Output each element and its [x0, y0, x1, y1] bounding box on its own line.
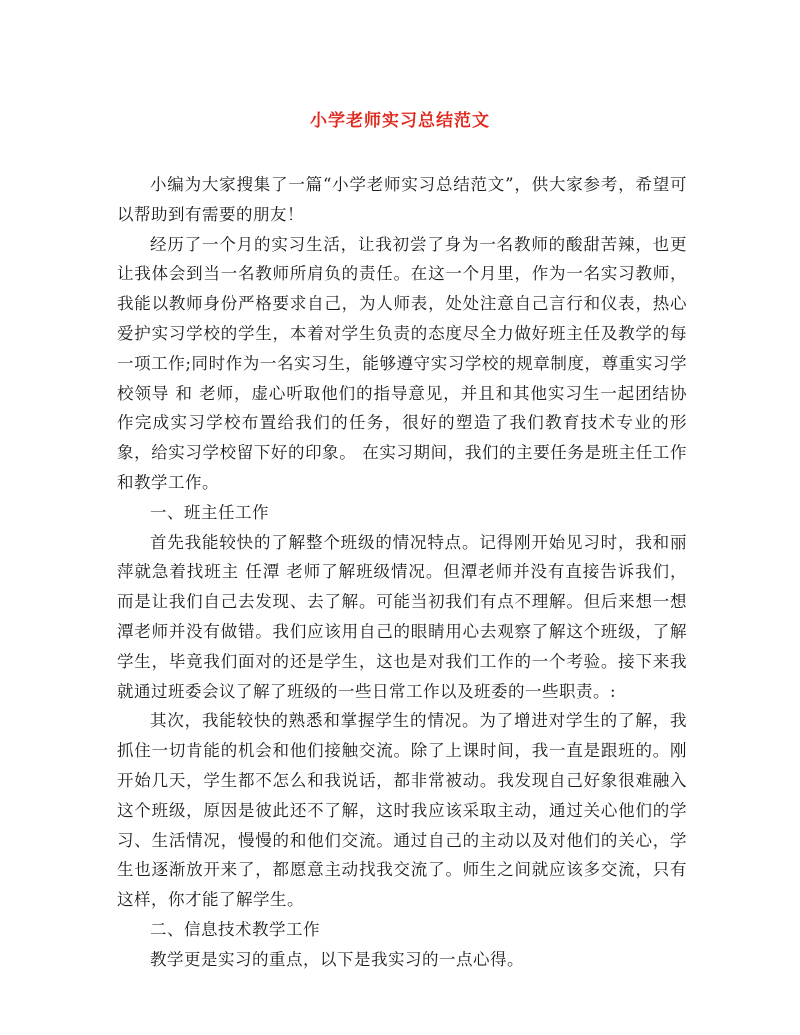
intro-paragraph: 小编为大家搜集了一篇“小学老师实习总结范文”，供大家参考，希望可以帮助到有需要的朋友！ — [117, 175, 687, 224]
overview-paragraph: 经历了一个月的实习生活，让我初尝了身为一名教师的酸甜苦辣，也更让我体会到当一名教师所肩负的责任。在这一个月里，作为一名实习教师，我能以教师身份严格要求自己，为人师表，处处注意自己言行和仪表，热心爱护实习学校的学生，本着对学生负责的态度尽全力做好班主任及教学的每一项工作;同时作为一名实习生，能够遵守实习学校的规章制度，尊重实习学校领导 和 老师，虚心听取他们的指导意见，并且和其他实习生一起团结协作完成实习学校布置给我们的任务，很好的塑造了我们教育技术专业的形象，给实习学校留下好的印象。 在实习期间，我们的主要任务是班主任工作和教学工作。 — [117, 234, 687, 492]
section-heading-class-teacher-work: 一、班主任工作 — [150, 502, 269, 522]
document-title: 小学老师实习总结范文 — [310, 111, 490, 131]
section-heading-it-teaching-work: 二、信息技术教学工作 — [150, 919, 320, 939]
document-body — [117, 170, 687, 975]
teaching-intro-paragraph: 教学更是实习的重点，以下是我实习的一点心得。 — [150, 949, 524, 969]
class-understanding-paragraph: 首先我能较快的了解整个班级的情况特点。记得刚开始见习时，我和丽萍就急着找班主 任潭 老师了解班级情况。但潭老师并没有直接告诉我们，而是让我们自己去发现、去了解。可能当初我们有点不理解。但后来想一想潭老师并没有做错。我们应该用自己的眼睛用心去观察了解这个班级，了解学生，毕竟我们面对的还是学生，这也是对我们工作的一个考验。接下来我就通过班委会议了解了班级的一些日常工作以及班委的一些职责。: — [117, 532, 687, 701]
student-familiarity-paragraph: 其次，我能较快的熟悉和掌握学生的情况。为了增进对学生的了解，我抓住一切肯能的机会和他们接触交流。除了上课时间，我一直是跟班的。刚开始几天，学生都不怎么和我说话，都非常被动。我发现自己好象很难融入这个班级，原因是彼此还不了解，这时我应该采取主动，通过关心他们的学习、生活情况，慢慢的和他们交流。通过自己的主动以及对他们的关心，学生也逐渐放开来了，都愿意主动找我交流了。师生之间就应该多交流，只有这样，你才能了解学生。 — [117, 711, 687, 910]
